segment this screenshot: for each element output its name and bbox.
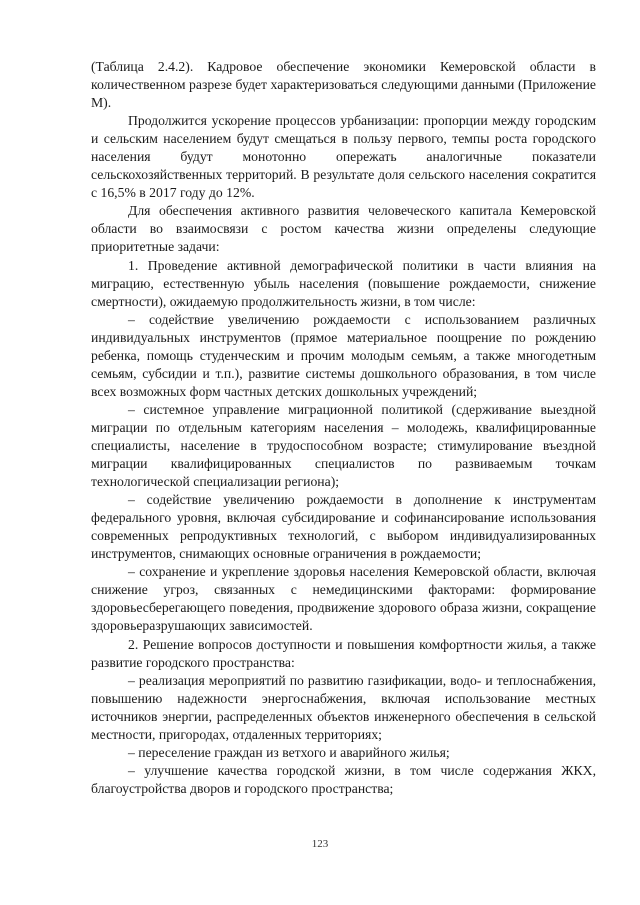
paragraph-5: – содействие увеличению рождаемости с использованием различных индивидуальных инструментов (прямое материальное поощрение по рождению ребенка, помощь студенческим и прочим молодым семьям, а также многодетным семьям, субсидии и т.п.), развитие системы дошкольного образования, в том числе всех возможных форм частных детских дошкольных учреждений; [91,311,596,399]
paragraph-6: – системное управление миграционной политикой (сдерживание выездной миграции по отдельным категориям населения – молодежь, квалифицированные специалисты, население в трудоспособном возрасте; стимулирование въездной миграции квалифицированных специалистов по развиваемым точкам технологической специализации региона); [91,401,596,490]
body-text [91,58,596,798]
paragraph-8: – сохранение и укрепление здоровья населения Кемеровской области, включая снижение угроз, связанных с немедицинскими факторами: формирование здоровьесберегающего поведения, продвижение здорового образа жизни, сокращение здоровьеразрушающих зависимостей. [91,564,596,634]
page-number: 123 [311,838,329,850]
paragraph-9: 2. Решение вопросов доступности и повышения комфортности жилья, а также развитие городского пространства: [91,636,596,670]
paragraph-4: 1. Проведение активной демографической политики в части влияния на миграцию, естественную убыль населения (повышение рождаемости, снижение смертности), ожидаемую продолжительность жизни, в том числе: [91,257,596,309]
paragraph-1: (Таблица 2.4.2). Кадровое обеспечение экономики Кемеровской области в количественном разрезе будет характеризоваться следующими данными (Приложение М). [91,59,596,111]
paragraph-12: – улучшение качества городской жизни, в том числе содержания ЖКХ, благоустройства дворов и городского пространства; [91,762,596,796]
paragraph-10: – реализация мероприятий по развитию газификации, водо- и теплоснабжения, повышению надежности энергоснабжения, включая использование местных источников энергии, распределенных объектов инженерного обеспечения в сельской местности, пригородах, отдаленных территориях; [91,672,596,742]
paragraph-11: – переселение граждан из ветхого и аварийного жилья; [128,744,450,760]
paragraph-2: Продолжится ускорение процессов урбанизации: пропорции между городским и сельским населением будут смещаться в пользу первого, темпы роста городского населения будут монотонно опережать аналогичные показатели сельскохозяйственных территорий. В результате доля сельского населения сократится с 16,5% в 2017 году до 12%. [91,113,596,201]
paragraph-7: – содействие увеличению рождаемости в дополнение к инструментам федерального уровня, включая субсидирование и софинансирование использования современных репродуктивных технологий, с выбором индивидуализированных инструментов, снимающих основные ограничения в рождаемости; [91,492,596,562]
paragraph-3: Для обеспечения активного развития человеческого капитала Кемеровской области во взаимосвязи с ростом качества жизни определены следующие приоритетные задачи: [91,203,596,255]
